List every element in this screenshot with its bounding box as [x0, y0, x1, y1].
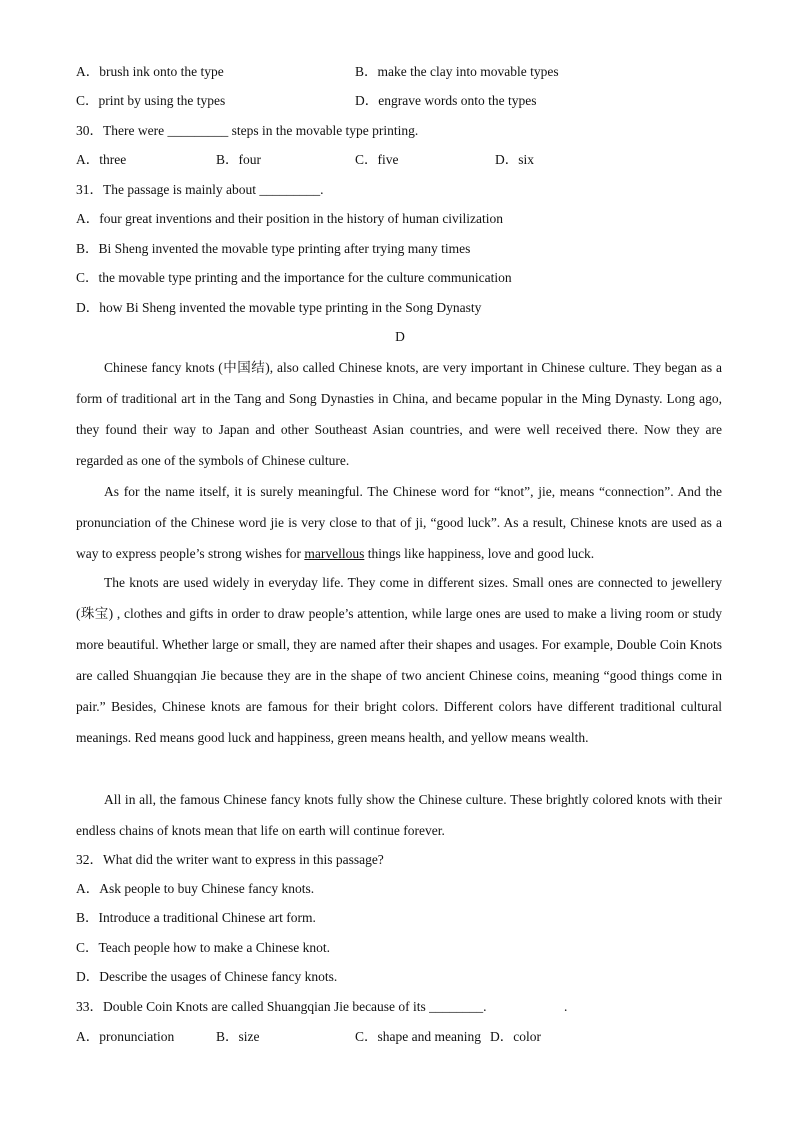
q33-option-a: A．pronunciation — [76, 1029, 175, 1044]
q29-option-c: C．print by using the types — [76, 93, 226, 108]
q32-option-b: B．Introduce a traditional Chinese art form. — [76, 910, 316, 925]
q32-option-a: A．Ask people to buy Chinese fancy knots. — [76, 881, 315, 896]
paragraph-2-text-before: As for the name itself, it is surely meaningful. The Chinese word for “knot”, jie, means “connection”. And the pronunciation of the Chinese word jie is very close to that of ji, “good luck”. As a result, Chinese knots are used as a way to express people’s strong wishes for — [76, 484, 722, 561]
underlined-word: marvellous — [304, 546, 365, 561]
passage-paragraph-1 — [76, 352, 722, 476]
q31-option-c: C．the movable type printing and the importance for the culture communication — [76, 270, 512, 285]
passage-paragraph-3 — [76, 567, 722, 753]
q30-stem: 30．There were _________ steps in the movable type printing. — [76, 123, 419, 138]
q31-option-d: D．how Bi Sheng invented the movable type printing in the Song Dynasty — [76, 300, 482, 315]
q33-stem: 33．Double Coin Knots are called Shuangqian Jie because of its ________. — [76, 999, 487, 1014]
q31-option-a: A．four great inventions and their position in the history of human civilization — [76, 211, 504, 226]
paragraph-2-text-after: things like happiness, love and good luck. — [364, 546, 595, 561]
q30-option-c: C．five — [355, 152, 399, 167]
q31-option-b: B．Bi Sheng invented the movable type printing after trying many times — [76, 241, 471, 256]
q32-stem: 32．What did the writer want to express in this passage? — [76, 852, 384, 867]
q30-option-a: A．three — [76, 152, 127, 167]
q30-option-b: B．four — [216, 152, 261, 167]
paragraph-4-text: All in all, the famous Chinese fancy knots fully show the Chinese culture. These brightly colored knots with their endless chains of knots mean that life on earth will continue forever. — [76, 792, 722, 838]
q31-stem: 31．The passage is mainly about _________. — [76, 182, 324, 197]
passage-paragraph-2 — [76, 476, 722, 569]
q33-stem-tail: . — [564, 999, 568, 1014]
q32-option-c: C．Teach people how to make a Chinese knot. — [76, 940, 330, 955]
passage-paragraph-4 — [76, 784, 722, 846]
section-label: D — [395, 329, 405, 344]
q32-option-d: D．Describe the usages of Chinese fancy knots. — [76, 969, 338, 984]
q33-option-d: D．color — [490, 1029, 541, 1044]
q29-option-d: D．engrave words onto the types — [355, 93, 537, 108]
q33-option-b: B．size — [216, 1029, 260, 1044]
q29-option-a: A．brush ink onto the type — [76, 64, 224, 79]
q30-option-d: D．six — [495, 152, 535, 167]
q29-option-b: B．make the clay into movable types — [355, 64, 559, 79]
paragraph-3-text: The knots are used widely in everyday life. They come in different sizes. Small ones are connected to jewellery (珠宝) , clothes and gifts in order to draw people’s attention, while large ones are used to make a living room or study more beautiful. Whether large or small, they are named after their shapes and usages. For example, Double Coin Knots are called Shuangqian Jie because they are in the shape of two ancient Chinese coins, meaning “good things come in pair.” Besides, Chinese knots are famous for their bright colors. Different colors have different traditional cultural meanings. Red means good luck and happiness, green means health, and yellow means wealth. — [76, 575, 722, 745]
paragraph-1-text: Chinese fancy knots (中国结), also called Chinese knots, are very important in Chinese culture. They began as a form of traditional art in the Tang and Song Dynasties in China, and became popular in the Ming Dynasty. Long ago, they found their way to Japan and other Southeast Asian countries, and were well received there. Now they are regarded as one of the symbols of Chinese culture. — [76, 360, 722, 468]
q33-option-c: C．shape and meaning — [355, 1029, 481, 1044]
